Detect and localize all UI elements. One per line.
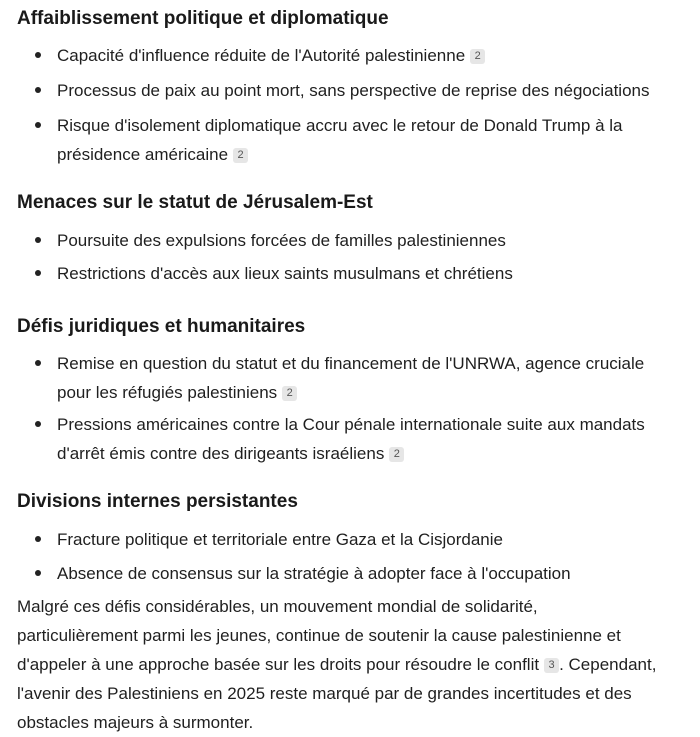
- citation-badge[interactable]: 2: [282, 386, 297, 401]
- item-text: Poursuite des expulsions forcées de familles palestiniennes: [57, 231, 506, 250]
- section-heading: Affaiblissement politique et diplomatique: [17, 8, 389, 29]
- citation-badge[interactable]: 3: [544, 658, 559, 673]
- paragraph-line: d'appeler à une approche basée sur les droits pour résoudre le conflit: [17, 655, 540, 674]
- paragraph-line: particulièrement parmi les jeunes, continue de soutenir la cause palestinienne et: [17, 626, 621, 645]
- paragraph-line: obstacles majeurs à surmonter.: [17, 713, 254, 732]
- section-heading: Défis juridiques et humanitaires: [17, 316, 306, 337]
- item-text-cont: pour les réfugiés palestiniens: [57, 383, 278, 402]
- item-text: Fracture politique et territoriale entre Gaza et la Cisjordanie: [57, 530, 503, 549]
- section-heading: Divisions internes persistantes: [17, 491, 298, 512]
- bullet-icon: [35, 237, 41, 243]
- item-text: Remise en question du statut et du financement de l'UNRWA, agence cruciale: [57, 354, 645, 373]
- item-text: Processus de paix au point mort, sans perspective de reprise des négociations: [57, 81, 650, 100]
- bullet-icon: [35, 421, 41, 427]
- bullet-icon: [35, 570, 41, 576]
- item-text: Risque d'isolement diplomatique accru avec le retour de Donald Trump à la: [57, 116, 623, 135]
- citation-badge[interactable]: 2: [389, 447, 404, 462]
- bullet-icon: [35, 536, 41, 542]
- bullet-icon: [35, 122, 41, 128]
- section-heading: Menaces sur le statut de Jérusalem-Est: [17, 192, 373, 213]
- item-text-cont: présidence américaine: [57, 145, 229, 164]
- item-text: Absence de consensus sur la stratégie à adopter face à l'occupation: [57, 564, 571, 583]
- item-text: Pressions américaines contre la Cour pénale internationale suite aux mandats: [57, 415, 645, 434]
- paragraph-line: Malgré ces défis considérables, un mouvement mondial de solidarité,: [17, 597, 538, 616]
- bullet-icon: [35, 87, 41, 93]
- conclusion-paragraph: [17, 592, 697, 737]
- bullet-icon: [35, 52, 41, 58]
- bullet-icon: [35, 360, 41, 366]
- item-text-cont: d'arrêt émis contre des dirigeants israéliens: [57, 444, 385, 463]
- bullet-icon: [35, 270, 41, 276]
- citation-badge[interactable]: 2: [233, 148, 248, 163]
- item-text: Restrictions d'accès aux lieux saints musulmans et chrétiens: [57, 264, 513, 283]
- paragraph-line-cont: . Cependant,: [559, 655, 657, 674]
- item-text: Capacité d'influence réduite de l'Autorité palestinienne: [57, 46, 466, 65]
- paragraph-line: l'avenir des Palestiniens en 2025 reste marqué par de grandes incertitudes et des: [17, 684, 632, 703]
- citation-badge[interactable]: 2: [470, 49, 485, 64]
